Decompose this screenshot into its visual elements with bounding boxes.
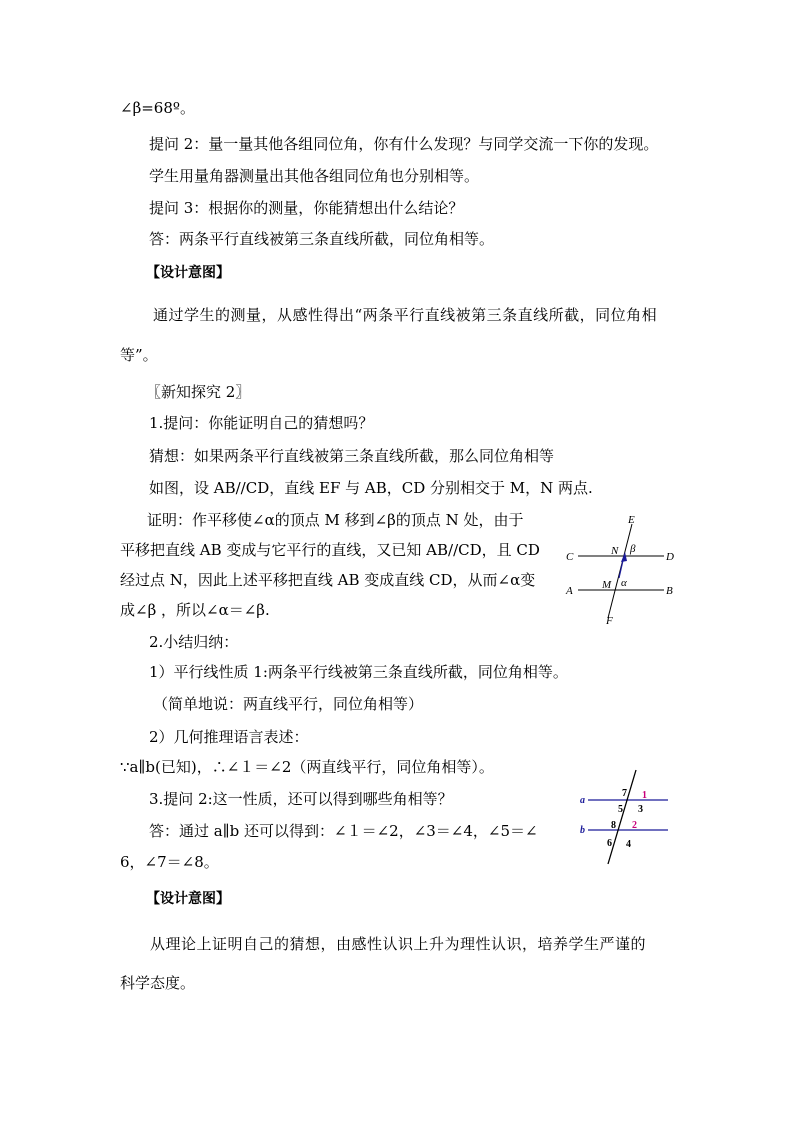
angle-label-8: 8 (611, 820, 616, 831)
text-line: 证明：作平移使∠α的顶点 M 移到∠β的顶点 N 处，由于 (147, 511, 524, 529)
text-line: 2.小结归纳： (149, 633, 239, 651)
text-line: 学生用量角器测量出其他各组同位角也分别相等。 (149, 167, 480, 185)
text-line: 1.提问：你能证明自己的猜想吗？ (149, 414, 374, 432)
text-line: 科学态度。 (120, 974, 196, 992)
text-line: 提问 2：量一量其他各组同位角，你有什么发现？与同学交流一下你的发现。 (149, 135, 659, 153)
text-line: 猜想：如果两条平行直线被第三条直线所截，那么同位角相等 (149, 447, 555, 465)
text-line: 答：两条平行直线被第三条直线所截，同位角相等。 (149, 230, 495, 248)
text-line: 成∠β ，所以∠α＝∠β. (120, 601, 270, 619)
text-line: 经过点 N，因此上述平移把直线 AB 变成直线 CD，从而∠α变 (120, 571, 536, 589)
text-line: 3.提问 2:这一性质，还可以得到哪些角相等？ (149, 790, 453, 808)
text-line: 等”。 (120, 346, 158, 364)
label-b: B (666, 585, 673, 597)
text-line: ∵a∥b(已知)，∴∠１＝∠2（两直线平行，同位角相等）。 (120, 758, 494, 776)
angle-label-5: 5 (618, 804, 623, 815)
text-line: 如图，设 AB//CD，直线 EF 与 AB，CD 分别相交于 M，N 两点. (149, 479, 593, 497)
section-heading: 【设计意图】 (146, 891, 230, 907)
label-b-line: b (580, 825, 585, 836)
text-line: 6，∠7＝∠8。 (120, 853, 219, 871)
angles-figure (578, 768, 678, 868)
text-line: 通过学生的测量，从感性得出“两条平行直线被第三条直线所截，同位角相 (153, 306, 658, 324)
angle-label-3: 3 (638, 804, 643, 815)
section-heading: 【设计意图】 (146, 265, 230, 281)
transversal (608, 770, 636, 864)
text-line: 1）平行线性质 1:两条平行线被第三条直线所截，同位角相等。 (149, 663, 568, 681)
label-a: A (566, 585, 573, 597)
text-line: ∠β=68º。 (120, 99, 195, 117)
angle-label-6: 6 (607, 838, 612, 849)
label-e: E (628, 514, 635, 526)
text-line: （简单地说：两直线平行，同位角相等） (153, 695, 424, 713)
text-line: 平移把直线 AB 变成与它平行的直线，又已知 AB//CD，且 CD (120, 541, 540, 559)
text-line: 从理论上证明自己的猜想，由感性认识上升为理性认识，培养学生严谨的 (150, 935, 647, 953)
label-n: N (611, 545, 619, 557)
angle-label-7: 7 (622, 788, 627, 799)
label-c: C (566, 551, 574, 563)
label-m: M (602, 579, 612, 591)
section-heading: 〖新知探究 2〗 (146, 383, 251, 401)
angle-label-1: 1 (642, 790, 647, 801)
label-alpha: α (621, 577, 627, 589)
text-line: 2）几何推理语言表述： (149, 728, 309, 746)
text-line: 提问 3：根据你的测量，你能猜想出什么结论？ (149, 199, 464, 217)
angle-label-2: 2 (632, 820, 637, 831)
text-line: 答：通过 a∥b 还可以得到：∠１＝∠2，∠3＝∠4，∠5＝∠ (149, 822, 538, 840)
parallel-lines-figure (562, 514, 682, 627)
angle-label-4: 4 (626, 839, 631, 850)
label-a-line: a (580, 795, 585, 806)
label-beta: β (630, 543, 636, 555)
label-f: F (606, 615, 613, 627)
label-d: D (666, 551, 674, 563)
